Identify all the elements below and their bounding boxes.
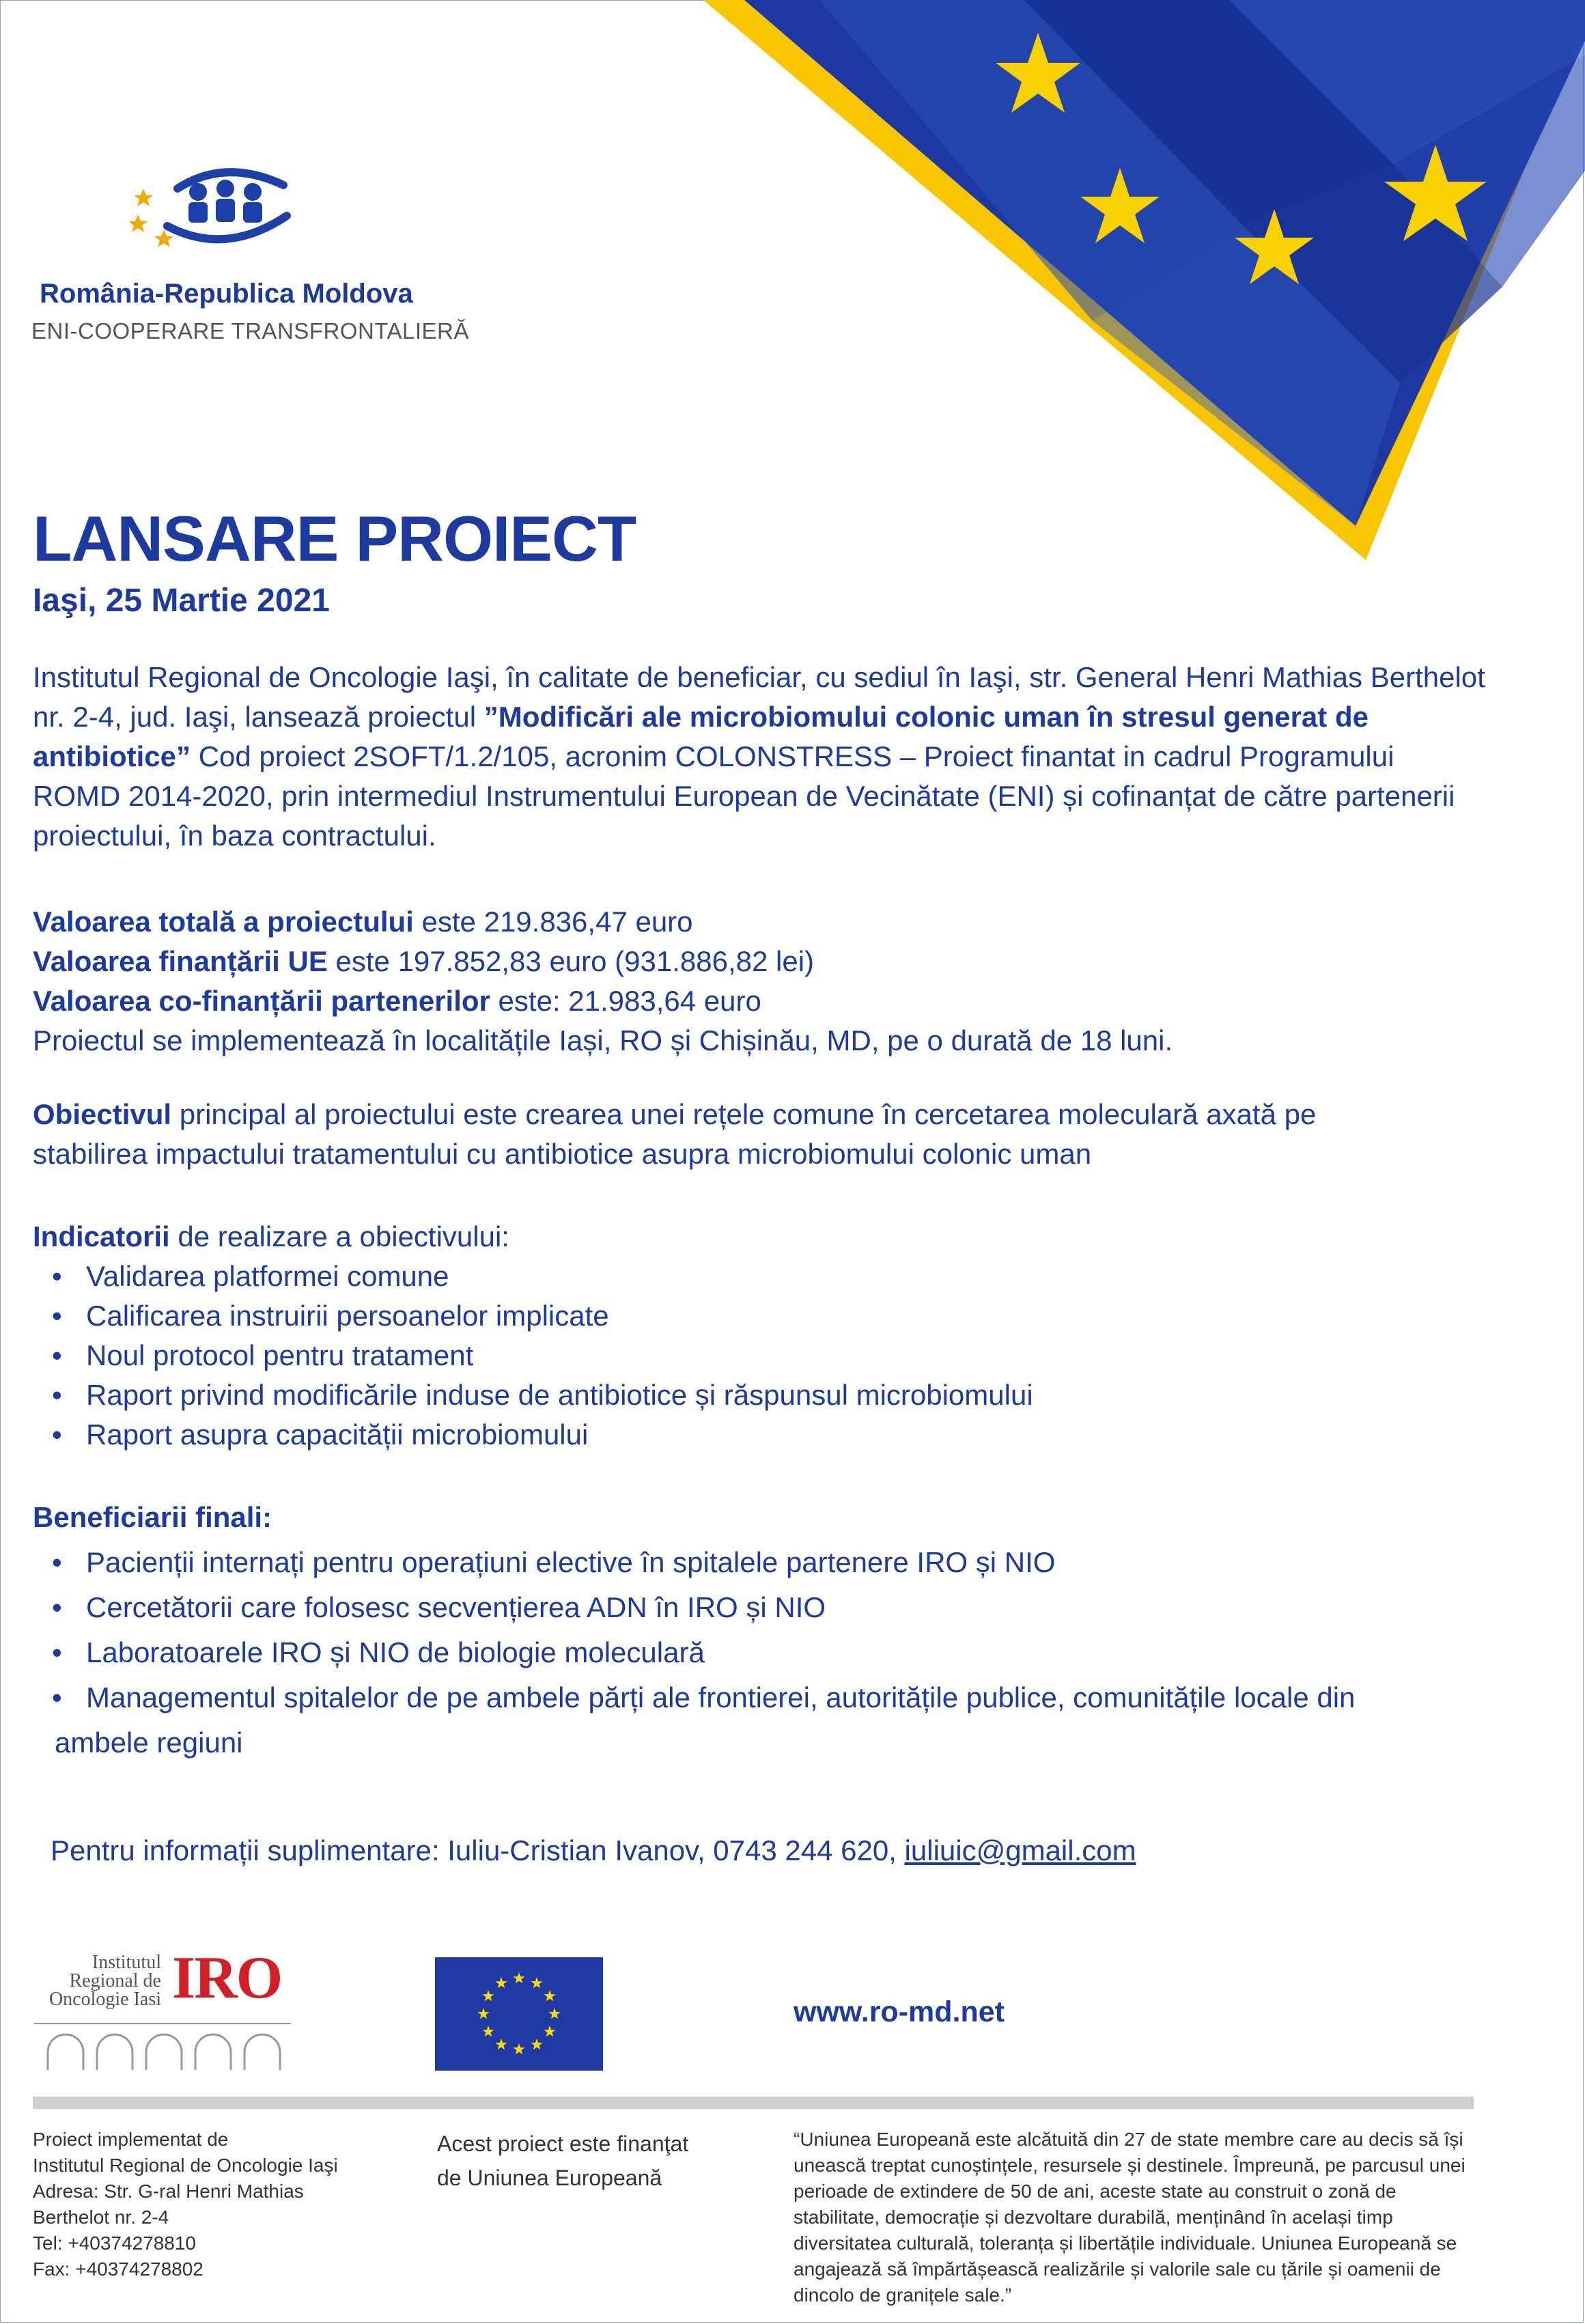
project-values <box>33 902 1487 1061</box>
project-title: ”Modificări ale microbiomului colonic uman în stresul generat de antibiotice” <box>33 701 1369 772</box>
cofinancing-line: Valoarea co-finanțării partenerilor este: 21.983,64 euro <box>33 985 761 1017</box>
eu-flag-icon <box>435 1957 603 2071</box>
objective-paragraph: Obiectivul principal al proiectului este crearea unei rețele comune în cercetarea moleculară axată pe stabilirea impactului tratamentului cu antibiotice asupra microbiomului colonic uman <box>33 1098 1317 1170</box>
footer-funding: Acest proiect este finanţat de Uniunea Europeană <box>437 2131 689 2190</box>
list-item: • Raport privind modificările induse de antibiotice și răspunsul microbiomului <box>52 1379 1033 1411</box>
list-item: • Pacienții internați pentru operațiuni elective în spitalele partenere IRO și NIO <box>52 1546 1056 1578</box>
release-date: Iaşi, 25 Martie 2021 <box>33 583 330 619</box>
location-line: Proiectul se implementează în localitățile Iași, RO și Chișinău, MD, pe o durată de 18 luni. <box>33 1024 1173 1056</box>
list-item: • Calificarea instruirii persoanelor implicate <box>52 1300 609 1332</box>
contact-line: Pentru informații suplimentare: Iuliu-Cristian Ivanov, 0743 244 620, iuliuic@gmail.com <box>51 1834 1136 1866</box>
eu-value-line: Valoarea finanțării UE este 197.852,83 euro (931.886,82 lei) <box>33 945 815 977</box>
intro-paragraph: Institutul Regional de Oncologie Iaşi, în calitate de beneficiar, cu sediul în Iaşi, str. General Henri Mathias Berthelot nr. 2-4, jud. Iaşi, lansează proiectul ”Modificări ale microbiomului colonic uman în stresul generat de antibiotice” Cod proiect 2SOFT/1.2/105, acronim COLONSTRESS – Proiect finantat in cadrul Programului ROMD 2014-2020, prin intermediul Instrumentului European de Vecinătate (ENI) și cofinanțat de către partenerii proiectului, în baza contractului. <box>33 661 1485 852</box>
list-item: • Cercetătorii care folosesc secvențierea ADN în IRO și NIO <box>52 1591 826 1623</box>
program-logo-icon <box>130 161 321 257</box>
list-item-continuation: ambele regiuni <box>55 1726 243 1759</box>
footer-eu-statement: “Uniunea Europeană este alcătuită din 27 de state membre care au decis să își unească treptat cunoștințele, resursele și destinele. Împreună, pe parcusul unei perioade de extindere de 50 de ani, aceste state au construit o zonă de stabilitate, democrație și dezvoltare durabilă, menținând în același timp diversitatea culturală, toleranța și libertățile individuale. Uniunea Europeană se angajează să împărtășească realizările și valorile sale cu țările și oamenii de dincolo de granițele sale.” <box>794 2129 1465 2306</box>
website-link[interactable]: www.ro-md.net <box>794 1996 1005 2028</box>
indicators-list <box>33 1257 1487 1455</box>
page-title: LANSARE PROIECT <box>33 503 636 574</box>
footer-implementer: Proiect implementat de Institutul Regional de Oncologie Iaşi Adresa: Str. G-ral Henri Mathias Berthelot nr. 2-4 Tel: +40374278810 Fax: +40374278802 <box>33 2129 338 2280</box>
iro-logo-text: Institutul Regional de Oncologie Iasi <box>48 1952 161 2010</box>
beneficiaries-list <box>33 1540 1487 1720</box>
iro-logo-divider <box>34 2023 291 2024</box>
beneficiaries-section <box>33 1495 1487 1765</box>
email-link[interactable]: iuliuic@gmail.com <box>904 1834 1136 1866</box>
list-item: • Laboratoarele IRO și NIO de biologie moleculară <box>52 1636 705 1668</box>
logo-title: România-Republica Moldova <box>40 279 413 309</box>
indicators-section <box>33 1217 1487 1455</box>
list-item: • Managementul spitalelor de pe ambele părți ale frontierei, autoritățile publice, comunitățile locale din <box>52 1681 1356 1713</box>
list-item: • Validarea platformei comune <box>52 1260 449 1292</box>
total-value-line: Valoarea totală a proiectului este 219.836,47 euro <box>33 906 693 938</box>
arches-icon <box>45 2032 291 2071</box>
beneficiaries-heading: Beneficiarii finali: <box>33 1501 272 1533</box>
logo-subtitle: ENI-COOPERARE TRANSFRONTALIERĂ <box>31 318 469 344</box>
indicators-heading: Indicatorii de realizare a obiectivului: <box>33 1220 509 1252</box>
iro-logo-mark: IRO <box>172 1945 282 2011</box>
list-item: • Raport asupra capacității microbiomului <box>52 1418 589 1451</box>
list-item: • Noul protocol pentru tratament <box>52 1339 474 1371</box>
footer-divider <box>33 2097 1474 2109</box>
